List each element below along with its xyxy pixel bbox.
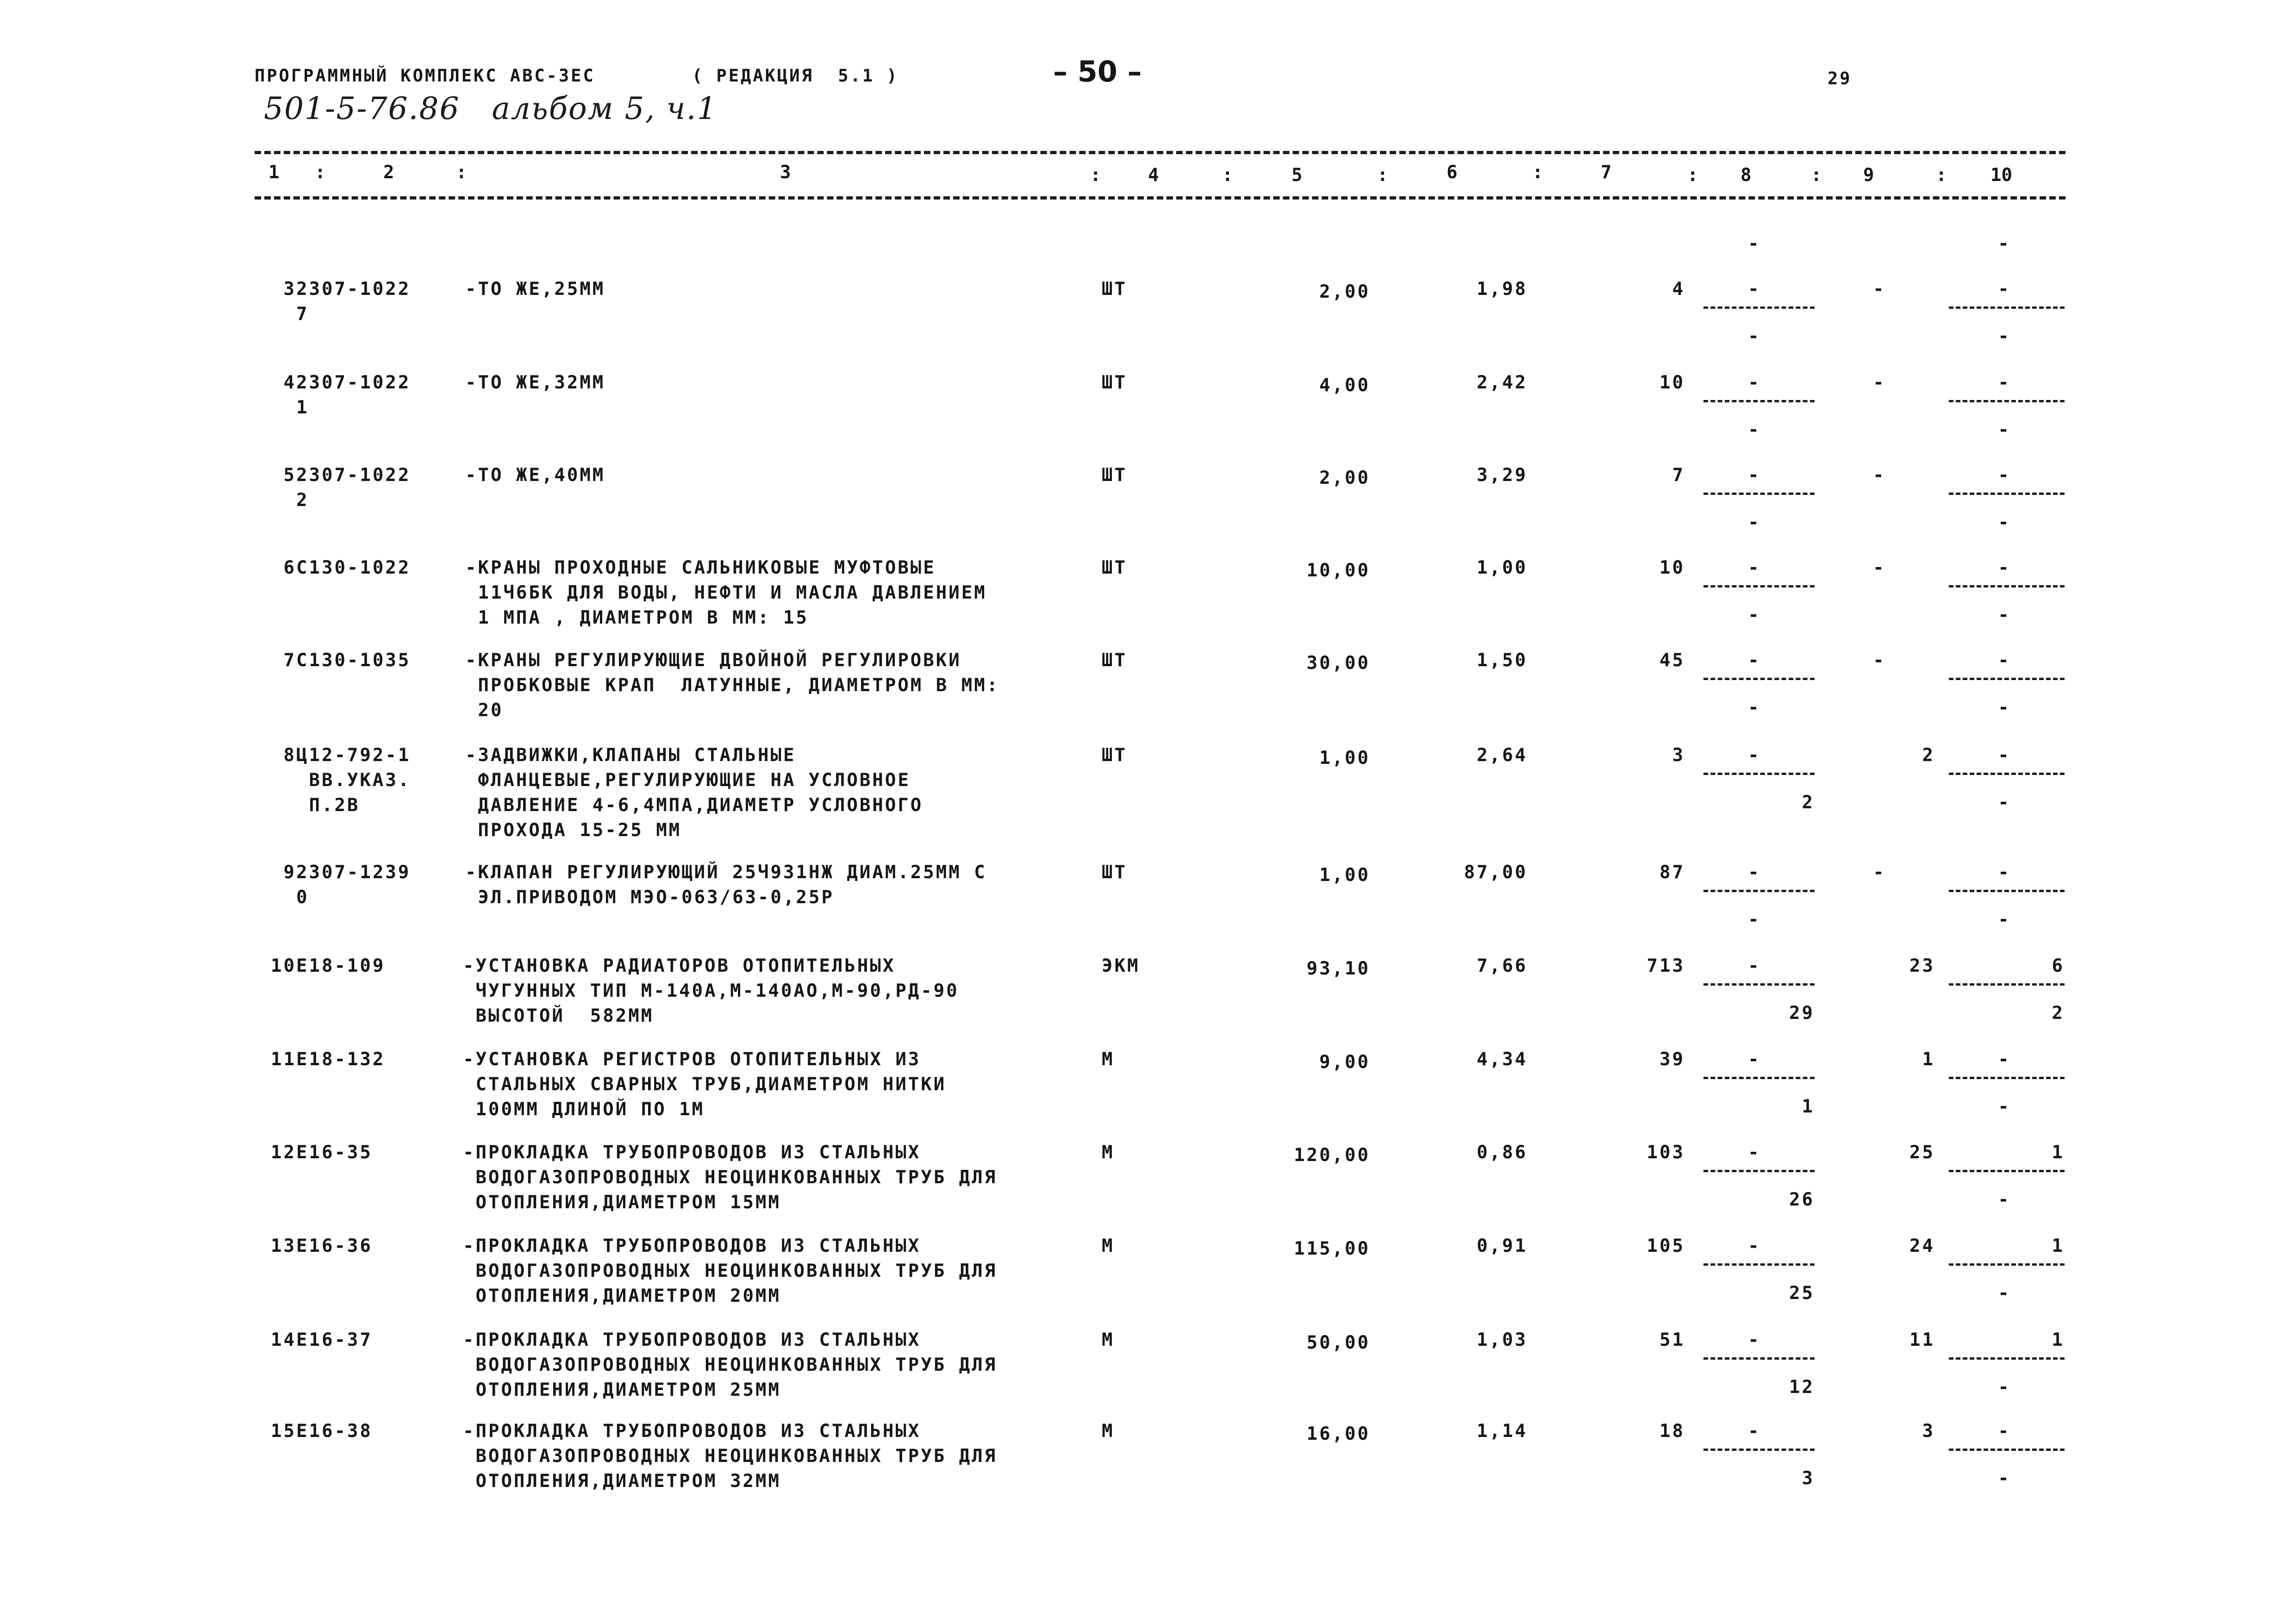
col8-fraction-line <box>1703 890 1815 892</box>
col-num-7: 7 <box>1601 162 1612 183</box>
col-num-10: 10 <box>1990 165 2012 186</box>
col10-top: - <box>1998 372 2011 393</box>
col8-top: - <box>1748 745 1761 766</box>
col10-top: - <box>1998 862 2011 883</box>
row-unit-price: 3,29 <box>1477 465 1528 486</box>
col8-fraction-line <box>1703 585 1815 587</box>
row-description-line: ПРОХОДА 15-25 ММ <box>465 820 682 841</box>
row-total: 103 <box>1647 1142 1685 1163</box>
col-num-4: 4 <box>1148 165 1159 186</box>
col8-bottom: - <box>1748 697 1761 718</box>
row-unit: М <box>1102 1142 1115 1163</box>
row-code: Е16-36 <box>296 1236 373 1256</box>
col-num-9: 9 <box>1863 165 1874 186</box>
row-code-line2: 1 <box>296 397 309 418</box>
col8-top: - <box>1748 372 1761 393</box>
col-sep: : <box>1222 165 1233 186</box>
col10-fraction-line <box>1949 493 2065 495</box>
row-description-line: -ПРОКЛАДКА ТРУБОПРОВОДОВ ИЗ СТАЛЬНЫХ <box>463 1236 921 1256</box>
row-description-line: ВЫСОТОЙ 582ММ <box>463 1006 654 1026</box>
col-num-3: 3 <box>780 162 791 183</box>
row-total: 18 <box>1660 1421 1685 1442</box>
col10-fraction-line <box>1949 1357 2065 1360</box>
col9-value: 1 <box>1922 1049 1935 1070</box>
col10-bottom: - <box>1998 512 2011 533</box>
col8-bottom: - <box>1748 419 1761 440</box>
row-description-line: 1 МПА , ДИАМЕТРОМ В ММ: 15 <box>465 607 809 628</box>
col10-top: 1 <box>2052 1142 2065 1163</box>
col8-fraction-line <box>1703 493 1815 495</box>
row-unit: ЭКМ <box>1102 956 1140 976</box>
row-position: 4 <box>283 372 296 393</box>
col8-fraction-line <box>1703 1077 1815 1079</box>
col8-top: - <box>1748 956 1761 976</box>
col8-bottom: - <box>1748 605 1761 625</box>
col8-fraction-line <box>1703 1357 1815 1360</box>
col10-top: - <box>1998 745 2011 766</box>
row-total: 10 <box>1660 372 1685 393</box>
row-code: Е18-132 <box>296 1049 386 1070</box>
col8-top: - <box>1748 650 1761 671</box>
col10-top: - <box>1998 279 2011 300</box>
row-description-line: ВОДОГАЗОПРОВОДНЫХ НЕОЦИНКОВАННЫХ ТРУБ ДЛЯ <box>463 1355 998 1375</box>
row-total: 39 <box>1660 1049 1685 1070</box>
row-total: 87 <box>1660 862 1685 883</box>
header-bottom-rule <box>255 196 2065 200</box>
col-sep: : <box>1936 165 1947 186</box>
row-description-line: ОТОПЛЕНИЯ,ДИАМЕТРОМ 32ММ <box>463 1471 781 1492</box>
row-position: 10 <box>271 956 296 976</box>
col-num-8: 8 <box>1741 165 1752 186</box>
col10-top: 1 <box>2052 1236 2065 1256</box>
col9-value: - <box>1873 279 1886 300</box>
col-sep: : <box>315 162 326 183</box>
col9-value: 24 <box>1909 1236 1935 1256</box>
row-quantity: 50,00 <box>1306 1332 1370 1353</box>
row-quantity: 1,00 <box>1319 865 1370 886</box>
row-description-line: -КЛАПАН РЕГУЛИРУЮЩИЙ 25Ч931НЖ ДИАМ.25ММ С <box>465 862 987 883</box>
row-unit-price: 1,14 <box>1477 1421 1528 1442</box>
col9-value: - <box>1873 372 1886 393</box>
col8-bottom: 2 <box>1802 792 1815 813</box>
header-top-rule <box>255 151 2065 154</box>
row-unit-price: 87,00 <box>1464 862 1528 883</box>
row-description-line: ПРОБКОВЫЕ КРАП ЛАТУННЫЕ, ДИАМЕТРОМ В ММ: <box>465 675 1000 696</box>
row-description-line: ОТОПЛЕНИЯ,ДИАМЕТРОМ 25ММ <box>463 1380 781 1400</box>
col-num-5: 5 <box>1292 165 1303 186</box>
row-quantity: 1,00 <box>1319 748 1370 768</box>
row-total: 45 <box>1660 650 1685 671</box>
row-description-line: -ПРОКЛАДКА ТРУБОПРОВОДОВ ИЗ СТАЛЬНЫХ <box>463 1142 921 1163</box>
col10-bottom: - <box>1998 1096 2011 1117</box>
row-quantity: 4,00 <box>1319 375 1370 396</box>
row-description-line: -ТО ЖЕ,40ММ <box>465 465 605 486</box>
row-code: Е18-109 <box>296 956 386 976</box>
col10-top: 1 <box>2052 1330 2065 1350</box>
col10-top: 6 <box>2052 956 2065 976</box>
col-num-2: 2 <box>383 162 394 183</box>
row-quantity: 10,00 <box>1306 560 1370 581</box>
col10-bottom: - <box>1998 1468 2011 1489</box>
row-description-line: 100ММ ДЛИНОЙ ПО 1М <box>463 1099 705 1120</box>
col10-top: - <box>1998 650 2011 671</box>
row-unit-price: 0,86 <box>1477 1142 1528 1163</box>
col8-bottom: - <box>1748 512 1761 533</box>
row-unit-price: 2,64 <box>1477 745 1528 766</box>
row-description-line: ВОДОГАЗОПРОВОДНЫХ НЕОЦИНКОВАННЫХ ТРУБ ДЛЯ <box>463 1446 998 1467</box>
row-total: 10 <box>1660 557 1685 578</box>
col9-value: 25 <box>1909 1142 1935 1163</box>
col10-bottom: - <box>1998 697 2011 718</box>
col10-bottom: - <box>1998 792 2011 813</box>
row-unit-price: 2,42 <box>1477 372 1528 393</box>
col10-bottom: - <box>1998 1189 2011 1210</box>
col10-top: - <box>1998 1049 2011 1070</box>
row-description-line: 20 <box>465 700 504 721</box>
col-sep: : <box>1687 165 1698 186</box>
program-title: ПРОГРАММНЫЙ КОМПЛЕКС АВС-3ЕС <box>255 66 595 86</box>
row-code-line2: 0 <box>296 887 309 908</box>
row-unit-price: 1,03 <box>1477 1330 1528 1350</box>
row-description-line: ОТОПЛЕНИЯ,ДИАМЕТРОМ 20ММ <box>463 1286 781 1306</box>
row-quantity: 120,00 <box>1294 1145 1370 1166</box>
col8-fraction-line <box>1703 678 1815 680</box>
col9-value: - <box>1873 557 1886 578</box>
row-quantity: 16,00 <box>1306 1424 1370 1444</box>
col8-bottom: 1 <box>1802 1096 1815 1117</box>
row-total: 713 <box>1647 956 1685 976</box>
row-code: Е16-37 <box>296 1330 373 1350</box>
row-unit-price: 0,91 <box>1477 1236 1528 1256</box>
row-code: 2307-1022 <box>296 465 411 486</box>
col10-fraction-line <box>1949 1170 2065 1172</box>
row-position: 15 <box>271 1421 296 1442</box>
row-quantity: 93,10 <box>1306 958 1370 979</box>
col8-bottom: 26 <box>1789 1189 1815 1210</box>
col-num-1: 1 <box>268 162 280 183</box>
row-code: С130-1022 <box>296 557 411 578</box>
col8-fraction-line <box>1703 983 1815 986</box>
col8-bottom: - <box>1748 909 1761 930</box>
row-unit: ШТ <box>1102 465 1127 486</box>
col8-bottom: 12 <box>1789 1377 1815 1398</box>
col8-bottom: 3 <box>1802 1468 1815 1489</box>
row-position: 8 <box>283 745 296 766</box>
handwritten-note: 501-5-76.86 альбом 5, ч.1 <box>264 91 718 126</box>
col8-top: - <box>1748 1330 1761 1350</box>
col9-value: 11 <box>1909 1330 1935 1350</box>
row-code: 2307-1239 <box>296 862 411 883</box>
row-position: 13 <box>271 1236 296 1256</box>
col8-fraction-line <box>1703 1170 1815 1172</box>
row-description-line: ОТОПЛЕНИЯ,ДИАМЕТРОМ 15ММ <box>463 1192 781 1213</box>
col10-top: - <box>1998 557 2011 578</box>
row-unit-price: 7,66 <box>1477 956 1528 976</box>
row-description-line: ВОДОГАЗОПРОВОДНЫХ НЕОЦИНКОВАННЫХ ТРУБ ДЛЯ <box>463 1167 998 1188</box>
col10-bottom: 2 <box>2052 1003 2065 1024</box>
col10-top: - <box>1998 1421 2011 1442</box>
row-code: Е16-35 <box>296 1142 373 1163</box>
col10-fraction-line <box>1949 585 2065 587</box>
row-code-line2: 7 <box>296 304 309 325</box>
col8-fraction-line <box>1703 400 1815 402</box>
col-sep: : <box>1377 165 1388 186</box>
row-unit: М <box>1102 1236 1115 1256</box>
row-description-line: -КРАНЫ РЕГУЛИРУЮЩИЕ ДВОЙНОЙ РЕГУЛИРОВКИ <box>465 650 961 671</box>
row-position: 9 <box>283 862 296 883</box>
col10-bottom: - <box>1998 909 2011 930</box>
row-description-line: -ПРОКЛАДКА ТРУБОПРОВОДОВ ИЗ СТАЛЬНЫХ <box>463 1421 921 1442</box>
row-unit-price: 1,00 <box>1477 557 1528 578</box>
row-position: 7 <box>283 650 296 671</box>
col8-top: - <box>1748 1142 1761 1163</box>
row-code: Е16-38 <box>296 1421 373 1442</box>
row-code: Ц12-792-1 <box>296 745 411 766</box>
col8-bottom: - <box>1748 326 1761 347</box>
col-sep: : <box>1090 165 1101 186</box>
col8-top: - <box>1748 1236 1761 1256</box>
col9-value: 3 <box>1922 1421 1935 1442</box>
row-quantity: 2,00 <box>1319 281 1370 302</box>
col10-bottom: - <box>1998 1283 2011 1304</box>
row-position: 3 <box>283 279 296 300</box>
col8-top: - <box>1748 1049 1761 1070</box>
col10-bottom: - <box>1998 1377 2011 1398</box>
col9-value: - <box>1873 862 1886 883</box>
row-quantity: 30,00 <box>1306 653 1370 674</box>
col-sep: : <box>1532 162 1543 183</box>
col8-fraction-line <box>1703 1263 1815 1266</box>
row-position: 12 <box>271 1142 296 1163</box>
row-code: 2307-1022 <box>296 372 411 393</box>
row-position: 5 <box>283 465 296 486</box>
row-unit-price: 4,34 <box>1477 1049 1528 1070</box>
col-num-6: 6 <box>1447 162 1458 183</box>
col8-fraction-line <box>1703 306 1815 309</box>
col10-bottom: - <box>1998 419 2011 440</box>
row-unit: М <box>1102 1330 1115 1350</box>
col8-fraction-line <box>1703 1449 1815 1451</box>
row-quantity: 9,00 <box>1319 1052 1370 1073</box>
col-sep: : <box>456 162 467 183</box>
row-description-line: ВОДОГАЗОПРОВОДНЫХ НЕОЦИНКОВАННЫХ ТРУБ ДЛЯ <box>463 1261 998 1281</box>
row-description-line: ЧУГУННЫХ ТИП М-140А,М-140АО,М-90,РД-90 <box>463 981 959 1001</box>
row-total: 4 <box>1672 279 1685 300</box>
col8-bottom: 29 <box>1789 1003 1815 1024</box>
carry-mark-col8: - <box>1748 233 1761 254</box>
col9-value: 23 <box>1909 956 1935 976</box>
col10-bottom: - <box>1998 326 2011 347</box>
col9-value: - <box>1873 465 1886 486</box>
col9-value: 2 <box>1922 745 1935 766</box>
row-quantity: 115,00 <box>1294 1238 1370 1259</box>
row-quantity: 2,00 <box>1319 468 1370 488</box>
col8-top: - <box>1748 1421 1761 1442</box>
col10-fraction-line <box>1949 400 2065 402</box>
row-description-line: -ПРОКЛАДКА ТРУБОПРОВОДОВ ИЗ СТАЛЬНЫХ <box>463 1330 921 1350</box>
col8-top: - <box>1748 557 1761 578</box>
row-description-line: -ТО ЖЕ,32ММ <box>465 372 605 393</box>
col10-fraction-line <box>1949 1263 2065 1266</box>
col8-top: - <box>1748 465 1761 486</box>
col10-fraction-line <box>1949 306 2065 309</box>
col-sep: : <box>1811 165 1822 186</box>
row-description-line: -УСТАНОВКА РАДИАТОРОВ ОТОПИТЕЛЬНЫХ <box>463 956 896 976</box>
col9-value: - <box>1873 650 1886 671</box>
row-description-line: СТАЛЬНЫХ СВАРНЫХ ТРУБ,ДИАМЕТРОМ НИТКИ <box>463 1074 947 1095</box>
row-description-line: -УСТАНОВКА РЕГИСТРОВ ОТОПИТЕЛЬНЫХ ИЗ <box>463 1049 921 1070</box>
sheet-number: 29 <box>1828 69 1852 88</box>
col10-bottom: - <box>1998 605 2011 625</box>
row-unit: М <box>1102 1049 1115 1070</box>
col10-fraction-line <box>1949 890 2065 892</box>
row-description-line: 11Ч6БК ДЛЯ ВОДЫ, НЕФТИ И МАСЛА ДАВЛЕНИЕМ <box>465 582 987 603</box>
col10-top: - <box>1998 465 2011 486</box>
row-code: 2307-1022 <box>296 279 411 300</box>
row-unit: ШТ <box>1102 279 1127 300</box>
row-unit: ШТ <box>1102 650 1127 671</box>
col8-fraction-line <box>1703 773 1815 775</box>
row-total: 51 <box>1660 1330 1685 1350</box>
row-description-line: ФЛАНЦЕВЫЕ,РЕГУЛИРУЮЩИЕ НА УСЛОВНОЕ <box>465 770 911 791</box>
row-code-line2: ВВ.УКАЗ. <box>296 770 411 791</box>
row-total: 7 <box>1672 465 1685 486</box>
row-position: 14 <box>271 1330 296 1350</box>
col10-fraction-line <box>1949 1449 2065 1451</box>
col8-top: - <box>1748 279 1761 300</box>
row-code-line2: 2 <box>296 490 309 511</box>
col10-fraction-line <box>1949 1077 2065 1079</box>
col8-bottom: 25 <box>1789 1283 1815 1304</box>
row-description-line: -ТО ЖЕ,25ММ <box>465 279 605 300</box>
row-unit: ШТ <box>1102 745 1127 766</box>
col10-fraction-line <box>1949 983 2065 986</box>
row-unit-price: 1,50 <box>1477 650 1528 671</box>
row-description-line: -КРАНЫ ПРОХОДНЫЕ САЛЬНИКОВЫЕ МУФТОВЫЕ <box>465 557 936 578</box>
row-total: 105 <box>1647 1236 1685 1256</box>
row-unit-price: 1,98 <box>1477 279 1528 300</box>
edition-label: ( РЕДАКЦИЯ 5.1 ) <box>692 66 899 86</box>
row-unit: М <box>1102 1421 1115 1442</box>
row-code-line3: П.2В <box>296 795 360 816</box>
col8-top: - <box>1748 862 1761 883</box>
row-position: 11 <box>271 1049 296 1070</box>
row-code: С130-1035 <box>296 650 411 671</box>
row-position: 6 <box>283 557 296 578</box>
row-unit: ШТ <box>1102 862 1127 883</box>
row-description-line: -ЗАДВИЖКИ,КЛАПАНЫ СТАЛЬНЫЕ <box>465 745 796 766</box>
col10-fraction-line <box>1949 678 2065 680</box>
carry-mark-col10: - <box>1998 233 2011 254</box>
row-unit: ШТ <box>1102 372 1127 393</box>
row-unit: ШТ <box>1102 557 1127 578</box>
row-total: 3 <box>1672 745 1685 766</box>
page-number: – 50 – <box>1053 55 1142 88</box>
col10-fraction-line <box>1949 773 2065 775</box>
row-description-line: ДАВЛЕНИЕ 4-6,4МПА,ДИАМЕТР УСЛОВНОГО <box>465 795 923 816</box>
row-description-line: ЭЛ.ПРИВОДОМ МЭО-063/63-0,25Р <box>465 887 834 908</box>
